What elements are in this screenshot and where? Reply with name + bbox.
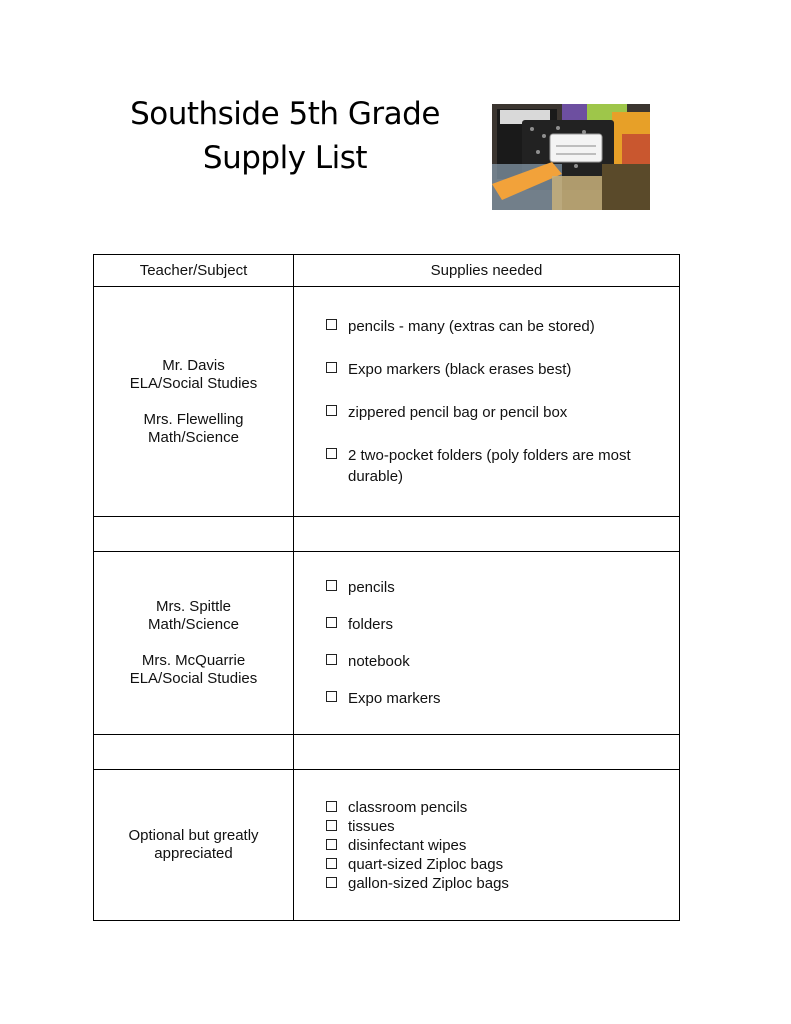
checkbox-icon[interactable] [326,448,337,459]
optional-label: Optional but greatly [128,827,259,844]
supply-list [294,577,679,709]
optional-label: appreciated [154,845,233,862]
teacher-cell [94,552,294,735]
item-label: Expo markers (black erases best) [348,361,572,378]
checkbox-icon[interactable] [326,858,337,869]
teacher-name: Mrs. Flewelling [143,410,244,428]
teacher-cell [94,287,294,517]
page-title-line2: Supply List [202,140,368,176]
item-label: pencils [348,579,395,596]
checkbox-icon[interactable] [326,839,337,850]
table-header-row [94,255,680,287]
item-label: quart-sized Ziploc bags [348,855,504,873]
teacher-name: Mrs. Spittle [155,598,231,615]
teacher-subject: ELA/Social Studies [129,374,258,392]
list-item[interactable] [326,402,679,423]
supply-table [93,254,680,921]
item-label: tissues [348,817,395,835]
list-item[interactable] [326,316,679,337]
supplies-cell [294,770,680,921]
list-item[interactable] [326,855,679,875]
optional-label-cell [94,770,294,921]
checkbox-icon[interactable] [326,691,337,702]
supply-list [294,316,679,487]
item-label: zippered pencil bag or pencil box [348,404,568,421]
header-supplies-needed: Supplies needed [294,255,680,287]
item-label: folders [348,616,394,633]
teacher-name: Mrs. McQuarrie [141,652,246,669]
spacer-row [94,735,680,770]
item-label: pencils - many (extras can be stored) [348,318,595,335]
checkbox-icon[interactable] [326,801,337,812]
list-item[interactable] [326,614,679,635]
checkbox-icon[interactable] [326,877,337,888]
list-item[interactable] [326,577,679,598]
item-label: Expo markers [348,690,441,707]
checkbox-icon[interactable] [326,319,337,330]
spacer-row [94,517,680,552]
school-supplies-photo [492,104,650,210]
spacer-cell [294,735,680,770]
teacher-name: Mr. Davis [162,356,225,374]
supply-list [294,798,679,894]
teacher-subject: Math/Science [148,428,239,446]
list-item[interactable] [326,874,679,894]
list-item[interactable] [326,836,679,856]
spacer-cell [94,517,294,552]
item-label: disinfectant wipes [348,836,467,854]
checkbox-icon[interactable] [326,405,337,416]
checkbox-icon[interactable] [326,820,337,831]
supplies-cell [294,552,680,735]
page-title-line1: Southside 5th Grade [130,96,440,132]
item-label: gallon-sized Ziploc bags [348,874,509,892]
list-item[interactable] [326,817,679,837]
list-item[interactable] [326,798,679,818]
checkbox-icon[interactable] [326,362,337,373]
teacher-subject: Math/Science [148,616,239,633]
table-row [94,770,680,921]
page-title [100,92,470,180]
item-label: classroom pencils [348,798,468,816]
table-row [94,552,680,735]
checkbox-icon[interactable] [326,654,337,665]
item-label: notebook [348,653,410,670]
spacer-cell [294,517,680,552]
school-supplies-photo-icon [492,104,650,210]
checkbox-icon[interactable] [326,617,337,628]
teacher-subject: ELA/Social Studies [129,670,258,687]
checkbox-icon[interactable] [326,580,337,591]
item-label: 2 two-pocket folders (poly folders are most durable) [348,447,631,485]
spacer-cell [94,735,294,770]
list-item[interactable] [326,651,679,672]
supplies-cell [294,287,680,517]
list-item[interactable] [326,688,679,709]
list-item[interactable] [326,445,679,487]
header-teacher-subject: Teacher/Subject [94,255,294,287]
list-item[interactable] [326,359,679,380]
table-row [94,287,680,517]
